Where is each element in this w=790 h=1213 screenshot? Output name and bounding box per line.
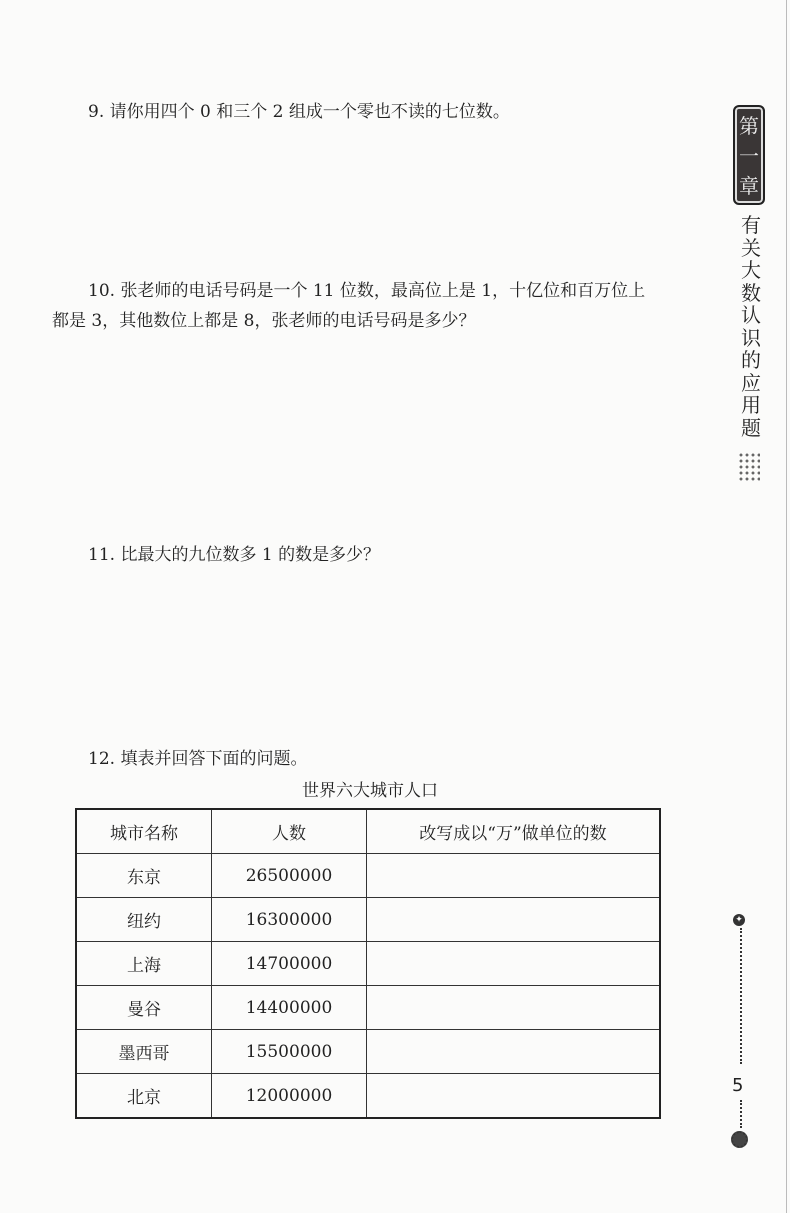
dots-decoration-icon (738, 452, 760, 482)
population-cell: 14400000 (212, 986, 367, 1030)
answer-cell[interactable] (367, 942, 661, 986)
answer-cell[interactable] (367, 898, 661, 942)
chapter-char: 一 (739, 144, 759, 168)
chapter-char: 第 (739, 114, 759, 138)
header-population: 人数 (212, 809, 367, 854)
sun-icon (731, 1131, 748, 1148)
population-cell: 26500000 (212, 854, 367, 898)
section-char: 有 (741, 213, 761, 237)
question-10-line2: 都是 3，其他数位上都是 8，张老师的电话号码是多少？ (52, 311, 476, 331)
population-cell: 16300000 (212, 898, 367, 942)
page-edge (786, 0, 787, 1213)
question-10-line1: 10. 张老师的电话号码是一个 11 位数，最高位上是 1，十亿位和百万位上 (88, 281, 646, 301)
answer-cell[interactable] (367, 1074, 661, 1119)
answer-cell[interactable] (367, 986, 661, 1030)
star-icon: ✦ (733, 914, 745, 926)
section-char: 应 (741, 370, 761, 395)
chapter-badge (733, 105, 765, 205)
section-char: 数 (741, 280, 761, 305)
question-9: 9. 请你用四个 0 和三个 2 组成一个零也不读的七位数。 (88, 102, 510, 122)
chapter-char: 章 (739, 174, 759, 198)
city-cell: 墨西哥 (76, 1030, 212, 1074)
section-char: 识 (741, 325, 761, 350)
population-table (75, 808, 661, 1119)
table-title: 世界六大城市人口 (302, 781, 438, 801)
table-row (76, 1030, 660, 1074)
answer-cell[interactable] (367, 854, 661, 898)
table-row (76, 986, 660, 1030)
table-header-row (76, 809, 660, 854)
section-char: 的 (741, 348, 761, 372)
table-row (76, 854, 660, 898)
city-cell: 北京 (76, 1074, 212, 1119)
section-char: 用 (741, 393, 761, 417)
city-cell: 曼谷 (76, 986, 212, 1030)
section-char: 认 (741, 303, 761, 327)
answer-cell[interactable] (367, 1030, 661, 1074)
page-number: 5 (732, 1075, 744, 1096)
question-11: 11. 比最大的九位数多 1 的数是多少？ (88, 545, 381, 565)
question-12: 12. 填表并回答下面的问题。 (88, 749, 308, 769)
population-cell: 12000000 (212, 1074, 367, 1119)
table-row (76, 1074, 660, 1119)
dotted-line (740, 1100, 742, 1128)
section-char: 题 (741, 415, 761, 440)
header-answer: 改写成以“万”做单位的数 (367, 809, 661, 854)
section-title (738, 214, 764, 439)
section-char: 大 (741, 258, 761, 282)
city-cell: 上海 (76, 942, 212, 986)
section-char: 关 (741, 235, 761, 260)
dotted-line (740, 928, 742, 1064)
population-cell: 15500000 (212, 1030, 367, 1074)
table-row (76, 898, 660, 942)
population-cell: 14700000 (212, 942, 367, 986)
city-cell: 纽约 (76, 898, 212, 942)
header-city: 城市名称 (76, 809, 212, 854)
city-cell: 东京 (76, 854, 212, 898)
table-row (76, 942, 660, 986)
